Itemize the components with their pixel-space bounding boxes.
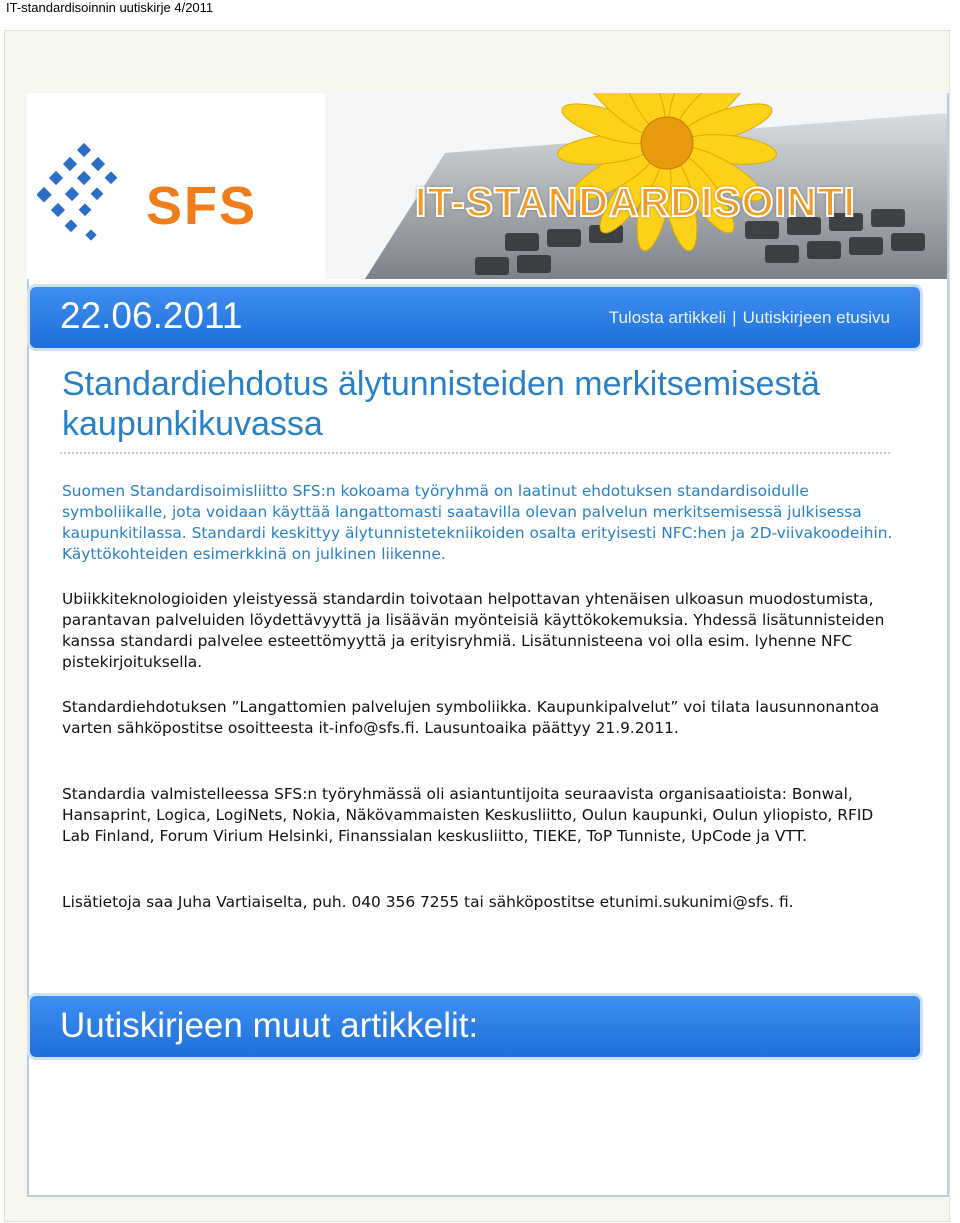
sfs-logo-text: SFS (146, 176, 258, 236)
article-paragraph-4: Lisätietoja saa Juha Vartiaiselta, puh. 040 356 7255 tai sähköpostitse etunimi.sukunimi@sfs. fi. (62, 893, 794, 911)
header-links (609, 308, 890, 328)
header-bar (30, 287, 920, 348)
newsletter-home-link[interactable]: Uutiskirjeen etusivu (742, 308, 890, 327)
article-paragraph-2: Standardiehdotuksen ”Langattomien palvelujen symboliikka. Kaupunkipalvelut” voi tilata lausunnonantoa varten sähköpostitse osoitteesta it-info@sfs.fi. Lausuntoaika päättyy 21.9.2011. (62, 698, 880, 737)
issue-date: 22.06.2011 (60, 295, 243, 336)
header-banner (27, 93, 947, 279)
article-lead: Suomen Standardisoimisliitto SFS:n kokoama työryhmä on laatinut ehdotuksen standardisoidulle symboliikalle, jota voidaan käyttää langattomasti saatavilla olevan palvelun merkitsemisessä julkisessa kaupunkitilassa. Standardi keskittyy älytunnistetekniikoiden osalta erityisesti NFC:hen ja 2D-viivakoodeihin. Käyttökohteiden esimerkkinä on julkinen liikenne. (62, 482, 893, 563)
sfs-logo-dots-icon (37, 143, 137, 253)
other-articles-bar (30, 996, 920, 1057)
headline-divider (60, 452, 890, 454)
other-articles-title: Uutiskirjeen muut artikkelit: (60, 1006, 479, 1045)
document-title: IT-standardisoinnin uutiskirje 4/2011 (6, 0, 214, 15)
article-paragraph-1: Ubiikkiteknologioiden yleistyessä standardin toivotaan helpottavan yhtenäisen ulkoasun muodostumista, parantavan palveluiden löydettävyyttä ja lisäävän myönteisiä käyttökokemuksia. Yhdessä lisätunnisteiden kanssa standardi palvelee esteettömyyttä ja erityisryhmiä. Lisätunnisteena voi olla esim. lyhenne NFC pistekirjoituksella. (62, 590, 885, 671)
link-separator: | (732, 308, 737, 327)
print-article-link[interactable]: Tulosta artikkeli (608, 308, 727, 327)
article-paragraph-3: Standardia valmistelleessa SFS:n työryhmässä oli asiantuntijoita seuraavista organisaatioista: Bonwal, Hansaprint, Logica, LogiNets, Nokia, Näkövammaisten Keskusliitto, Oulun kaupunki, Oulun yliopisto, RFID Lab Finland, Forum Virium Helsinki, Finanssialan keskusliitto, TIEKE, ToP Tunniste, UpCode ja VTT. (62, 785, 874, 845)
it-standardisointi-logo: IT-STANDARDISOINTI (415, 179, 856, 225)
article-headline: Standardiehdotus älytunnisteiden merkitsemisestä kaupunkikuvassa (62, 365, 820, 443)
